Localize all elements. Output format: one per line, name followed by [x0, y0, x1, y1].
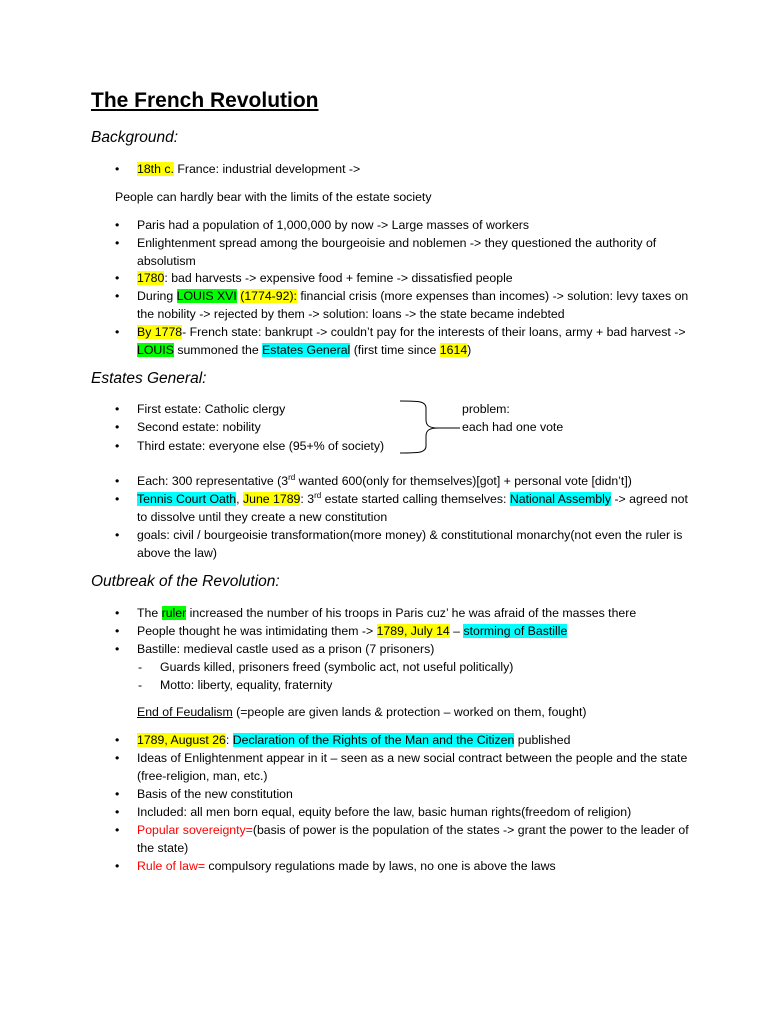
- paragraph: People can hardly bear with the limits of the estate society: [115, 190, 432, 204]
- section-heading-estates-general: Estates General:: [91, 370, 207, 387]
- list-item: • Included: all men born equal, equity before the law, basic human rights(freedom of religion): [137, 803, 697, 821]
- list-item: • goals: civil / bourgeoisie transformation(more money) & constitutional monarchy(not even the ruler is above the law): [137, 526, 697, 562]
- brace-note: problem:: [462, 402, 510, 416]
- curly-brace-icon: [398, 398, 462, 456]
- sub-list-item: - Motto: liberty, equality, fraternity: [160, 676, 680, 694]
- paragraph: End of Feudalism (=people are given lands & protection – worked on them, fought): [137, 705, 587, 719]
- list-item: • Tennis Court Oath, June 1789: 3rd estate started calling themselves: National Assembly -> agreed not to dissolve until they create a new constitution: [137, 490, 697, 526]
- term-label: Popular sovereignty=: [137, 823, 253, 837]
- list-item: • Second estate: nobility: [137, 418, 437, 436]
- list-item: • Each: 300 representative (3rd wanted 600(only for themselves)[got] + personal vote [didn’t]): [137, 472, 697, 490]
- highlight: June 1789: [242, 492, 301, 506]
- highlight: ruler: [161, 606, 187, 620]
- highlight: 1614: [439, 343, 468, 357]
- highlight: (1774-92):: [240, 289, 297, 303]
- term-label: Rule of law=: [137, 859, 206, 873]
- list-item: • Basis of the new constitution: [137, 785, 697, 803]
- section-heading-background: Background:: [91, 129, 179, 146]
- list-item: • Popular sovereignty=(basis of power is the population of the states -> grant the power to the leader of the state): [137, 821, 697, 857]
- highlight: Tennis Court Oath: [137, 492, 237, 506]
- highlight: Estates General: [262, 343, 351, 357]
- list-item: • Third estate: everyone else (95+% of society): [137, 437, 437, 455]
- brace-note: each had one vote: [462, 420, 564, 434]
- list-item: • By 1778- French state: bankrupt -> couldn’t pay for the interests of their loans, army + bad harvest -> LOUIS summoned the Estates General (first time since 1614): [137, 323, 697, 359]
- list-item: • Rule of law= compulsory regulations made by laws, no one is above the laws: [137, 857, 697, 875]
- highlight: Declaration of the Rights of the Man and the Citizen: [232, 733, 515, 747]
- highlight: 1789, July 14: [376, 624, 450, 638]
- list-item: • Paris had a population of 1,000,000 by now -> Large masses of workers: [137, 216, 697, 234]
- list-item: • People thought he was intimidating them -> 1789, July 14 – storming of Bastille: [137, 622, 697, 640]
- section-heading-outbreak: Outbreak of the Revolution:: [91, 573, 280, 590]
- list-item: • Ideas of Enlightenment appear in it – seen as a new social contract between the people and the state (free-religion, man, etc.): [137, 749, 697, 785]
- highlight: LOUIS: [137, 343, 174, 357]
- highlight: 1780: [137, 271, 165, 285]
- highlight: 18th c.: [137, 162, 174, 176]
- highlight: LOUIS XVI: [176, 289, 237, 303]
- list-item: • 1789, August 26: Declaration of the Rights of the Man and the Citizen published: [137, 731, 697, 749]
- list-item: • 1780: bad harvests -> expensive food + femine -> dissatisfied people: [137, 269, 697, 287]
- list-item: • 18th c. France: industrial development ->: [137, 160, 697, 178]
- list-item: • The ruler increased the number of his troops in Paris cuz’ he was afraid of the masses there: [137, 604, 697, 622]
- highlight: National Assembly: [509, 492, 612, 506]
- page-title: The French Revolution: [91, 89, 319, 112]
- list-item: • First estate: Catholic clergy: [137, 400, 437, 418]
- list-item: • Bastille: medieval castle used as a prison (7 prisoners): [137, 640, 697, 658]
- highlight: By 1778: [137, 325, 183, 339]
- sub-list-item: - Guards killed, prisoners freed (symbolic act, not useful politically): [160, 658, 680, 676]
- highlight: storming of Bastille: [463, 624, 568, 638]
- list-item: • During LOUIS XVI (1774-92): financial crisis (more expenses than incomes) -> solution: levy taxes on the nobility -> rejected by them -> solution: loans -> the state became indebted: [137, 287, 697, 323]
- list-item: • Enlightenment spread among the bourgeoisie and noblemen -> they questioned the authority of absolutism: [137, 234, 697, 270]
- highlight: 1789, August 26: [137, 733, 226, 747]
